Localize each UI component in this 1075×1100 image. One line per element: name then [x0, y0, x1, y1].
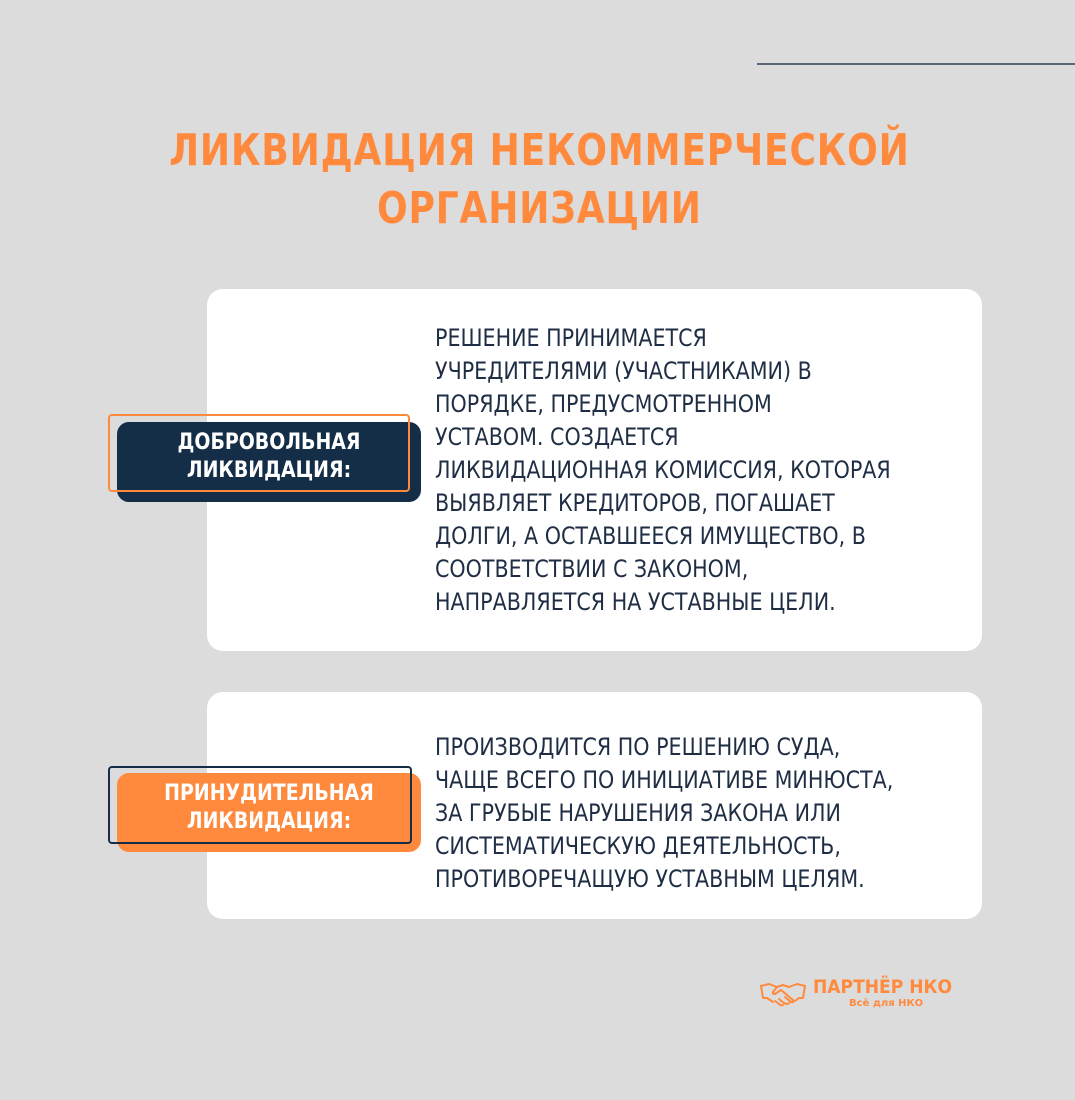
- badge-label-line-2: ЛИКВИДАЦИЯ:: [186, 458, 352, 483]
- description-line: ВЫЯВЛЯЕТ КРЕДИТОРОВ, ПОГАШАЕТ: [435, 489, 835, 517]
- page-title-line-1: ЛИКВИДАЦИЯ НЕКОММЕРЧЕСКОЙ: [169, 125, 910, 176]
- description-line: РЕШЕНИЕ ПРИНИМАЕТСЯ: [435, 324, 707, 352]
- description-line: УЧРЕДИТЕЛЯМИ (УЧАСТНИКАМИ) В: [435, 357, 812, 385]
- description-line: ПОРЯДКЕ, ПРЕДУСМОТРЕННОМ: [435, 390, 772, 418]
- badge-label-line-1: ПРИНУДИТЕЛЬНАЯ: [164, 781, 374, 806]
- forced-liquidation-badge: [108, 766, 421, 852]
- description-line: ЛИКВИДАЦИОННАЯ КОМИССИЯ, КОТОРАЯ: [435, 456, 891, 484]
- description-line: СООТВЕТСТВИИ С ЗАКОНОМ,: [435, 555, 749, 583]
- partner-nko-logo: [759, 974, 969, 1014]
- forced-liquidation-description: [435, 731, 893, 896]
- description-line: УСТАВОМ. СОЗДАЕТСЯ: [435, 423, 679, 451]
- description-line: НАПРАВЛЯЕТСЯ НА УСТАВНЫЕ ЦЕЛИ.: [435, 588, 836, 616]
- top-divider-line: [757, 63, 1075, 65]
- description-line: СИСТЕМАТИЧЕСКУЮ ДЕЯТЕЛЬНОСТЬ,: [435, 832, 841, 860]
- description-line: ДОЛГИ, А ОСТАВШЕЕСЯ ИМУЩЕСТВО, В: [435, 522, 866, 550]
- voluntary-liquidation-badge: [108, 414, 421, 502]
- handshake-icon: [759, 978, 807, 1008]
- badge-label: [138, 429, 399, 485]
- logo-name: ПАРТНЁР НКО: [813, 976, 953, 998]
- description-line: ЗА ГРУБЫЕ НАРУШЕНИЯ ЗАКОНА ИЛИ: [435, 799, 841, 827]
- description-line: ПРОТИВОРЕЧАЩУЮ УСТАВНЫМ ЦЕЛЯМ.: [435, 865, 865, 893]
- page-title-line-2: ОРГАНИЗАЦИИ: [376, 183, 702, 234]
- description-line: ПРОИЗВОДИТСЯ ПО РЕШЕНИЮ СУДА,: [435, 733, 841, 761]
- badge-label: [138, 780, 399, 836]
- voluntary-liquidation-description: [435, 322, 891, 619]
- description-line: ЧАЩЕ ВСЕГО ПО ИНИЦИАТИВЕ МИНЮСТА,: [435, 766, 894, 794]
- logo-tagline: Всё для НКО: [849, 998, 924, 1009]
- badge-label-line-2: ЛИКВИДАЦИЯ:: [186, 809, 352, 834]
- page-title: [99, 122, 981, 238]
- badge-label-line-1: ДОБРОВОЛЬНАЯ: [177, 430, 361, 455]
